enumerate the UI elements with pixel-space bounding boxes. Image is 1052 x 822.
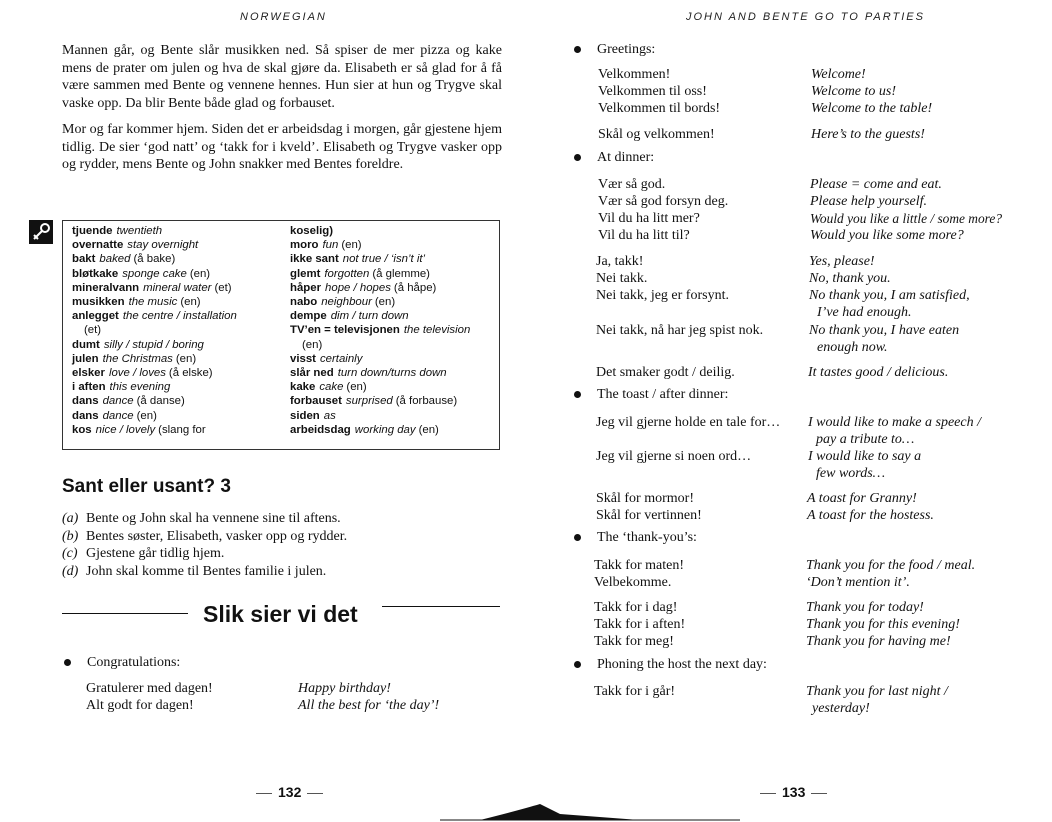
phrase-english: Yes, please! — [809, 254, 875, 269]
phrase-english: All the best for ‘the day’! — [298, 698, 440, 713]
vocab-entry: arbeidsdag working day (en) — [290, 423, 439, 436]
phrase-english: A toast for the hostess. — [807, 508, 934, 523]
vocab-entry: musikken the music (en) — [72, 296, 201, 309]
phrase-norwegian: Takk for i går! — [594, 684, 676, 699]
phrase-norwegian: Takk for meg! — [594, 634, 674, 649]
phrase-norwegian: Velbekomme. — [594, 575, 672, 590]
phrase-norwegian: Takk for i aften! — [594, 617, 686, 632]
phrase-english: No, thank you. — [809, 271, 891, 286]
vocab-entry: TV’en = televisjonen the television — [290, 324, 471, 337]
vocab-entry: tjuende twentieth — [72, 225, 163, 237]
exercise-item: (b) Bentes søster, Elisabeth, vasker opp og rydder. — [62, 528, 348, 544]
bullet-greetings: Greetings: — [574, 42, 655, 58]
phrase-english-continued: I’ve had enough. — [817, 305, 912, 320]
phrase-norwegian: Velkommen! — [598, 67, 671, 82]
phrase-english: Thank you for this evening! — [806, 617, 960, 632]
phrase-english: Please = come and eat. — [810, 177, 942, 192]
phrase-norwegian: Alt godt for dagen! — [86, 698, 194, 713]
vocab-entry: i aften this evening — [72, 381, 171, 394]
section-rule-right — [382, 606, 500, 607]
phrase-english: Here’s to the guests! — [811, 127, 925, 142]
phrase-norwegian: Vil du ha litt mer? — [598, 211, 700, 226]
vocab-entry: nabo neighbour (en) — [290, 296, 396, 309]
phrase-english-continued: few words… — [816, 466, 886, 481]
paragraph-1: Mannen går, og Bente slår musikken ned. Så spiser de mer pizza og kake mens de prater om julen og hva de skal gjøre da. Elisabeth er så glad for å få være sammen med Bente og vennene hennes. Hun sier at hun og Trygve skal vaske opp. Da blir Bente både glad og forbauset. — [62, 43, 502, 111]
phrase-norwegian: Vær så god forsyn deg. — [598, 194, 729, 209]
phrase-english: A toast for Granny! — [807, 491, 917, 506]
vocab-entry: mineralvann mineral water (et) — [72, 281, 232, 294]
phrase-english: Thank you for the food / meal. — [806, 558, 976, 573]
phrase-english: Happy birthday! — [298, 681, 391, 696]
phrase-english: It tastes good / delicious. — [808, 365, 949, 380]
dash — [307, 793, 323, 794]
phrase-english-continued: enough now. — [817, 340, 888, 355]
phrase-norwegian: Ja, takk! — [596, 254, 644, 269]
vocab-column-left — [72, 224, 240, 437]
vocab-entry: kake cake (en) — [290, 381, 367, 394]
phrase-norwegian: Det smaker godt / deilig. — [596, 365, 735, 380]
phrase-norwegian: Takk for maten! — [594, 558, 684, 573]
dash — [256, 793, 272, 794]
phrase-english: Welcome! — [811, 67, 866, 82]
phrase-norwegian: Gratulerer med dagen! — [86, 681, 213, 696]
phrase-english: ‘Don’t mention it’. — [806, 575, 910, 590]
vocab-entry: glemt forgotten (å glemme) — [290, 267, 430, 280]
vocab-entry: anlegget the centre / installation — [72, 310, 237, 323]
vocab-entry: bløtkake sponge cake (en) — [72, 267, 211, 280]
vocab-entry: dans dance (en) — [72, 409, 157, 422]
phrase-norwegian: Vær så god. — [598, 177, 666, 192]
phrase-norwegian: Vil du ha litt til? — [598, 228, 690, 243]
phrase-english: Thank you for last night / — [806, 684, 948, 699]
dash — [811, 793, 827, 794]
phrase-english: Please help yourself. — [810, 194, 928, 209]
phrase-english: Thank you for today! — [806, 600, 924, 615]
bullet-phoning: Phoning the host the next day: — [574, 657, 767, 673]
phrase-english: I would like to make a speech / — [808, 415, 982, 430]
spine-arrow-icon — [440, 800, 740, 822]
bullet-dot — [574, 391, 581, 398]
phrase-english: I would like to say a — [808, 449, 922, 464]
page-number-right: 133 — [754, 784, 833, 800]
phrase-norwegian: Nei takk, jeg er forsynt. — [596, 288, 729, 303]
exercise-title: Sant eller usant? 3 — [62, 476, 231, 497]
exercise-item: (c) Gjestene går tidlig hjem. — [62, 546, 225, 561]
phrase-norwegian: Takk for i dag! — [594, 600, 678, 615]
phrase-norwegian: Nei takk, nå har jeg spist nok. — [596, 323, 764, 338]
vocab-entry: bakt baked (å bake) — [72, 253, 176, 266]
dash — [760, 793, 776, 794]
vocab-entry: overnatte stay overnight — [72, 239, 199, 252]
running-head-left: NORWEGIAN — [240, 11, 327, 23]
phrase-norwegian: Skål og velkommen! — [598, 127, 715, 142]
vocab-entry: dempe dim / turn down — [290, 310, 409, 323]
phrase-english: Welcome to the table! — [811, 101, 933, 116]
vocab-entry: ikke sant not true / ‘isn’t it’ — [290, 253, 426, 266]
exercise-item: (d) John skal komme til Bentes familie i julen. — [62, 563, 327, 579]
bullet-congratulations: Congratulations: — [64, 655, 180, 671]
phrase-english: Thank you for having me! — [806, 634, 951, 649]
paragraph-2: Mor og far kommer hjem. Siden det er arbeidsdag i morgen, går gjestene hjem tidlig. De sier ‘god natt’ og ‘takk for i kveld’. Elisabeth og Trygve vasker opp og rydder, mens Bente og John snakker med Bentes foreldre. — [62, 122, 502, 172]
bullet-dot — [574, 154, 581, 161]
running-head-right: JOHN AND BENTE GO TO PARTIES — [686, 11, 925, 23]
exercise-list — [62, 510, 347, 580]
bullet-toast: The toast / after dinner: — [574, 387, 728, 403]
vocab-entry: siden as — [290, 409, 336, 422]
vocab-entry: visst certainly — [290, 352, 363, 365]
bullet-dinner: At dinner: — [574, 150, 654, 166]
vocab-entry-continued: (en) — [302, 338, 323, 351]
vocab-entry: forbauset surprised (å forbause) — [290, 395, 458, 408]
phrase-norwegian: Nei takk. — [596, 271, 648, 286]
phrase-norwegian: Jeg vil gjerne holde en tale for… — [596, 415, 781, 430]
bullet-dot — [574, 46, 581, 53]
vocab-entry: håper hope / hopes (å håpe) — [290, 281, 437, 294]
phrase-norwegian: Velkommen til bords! — [598, 101, 721, 116]
vocab-entry: slår ned turn down/turns down — [290, 367, 447, 380]
vocab-entry: elsker love / loves (å elske) — [72, 367, 213, 380]
vocab-entry: dumt silly / stupid / boring — [72, 338, 204, 351]
phrase-norwegian: Skål for mormor! — [596, 491, 694, 506]
vocab-entry: julen the Christmas (en) — [72, 352, 197, 365]
phrase-english: No thank you, I have eaten — [809, 323, 960, 338]
vocab-column-right — [290, 224, 473, 437]
phrase-english-continued: yesterday! — [812, 701, 870, 716]
section-rule-left — [62, 613, 188, 614]
phrase-norwegian: Skål for vertinnen! — [596, 508, 702, 523]
key-icon — [29, 220, 53, 244]
vocab-entry: kos nice / lovely (slang for — [72, 423, 206, 436]
phrase-english: Would you like a little / some more? — [810, 211, 1003, 226]
phrase-norwegian: Velkommen til oss! — [598, 84, 707, 99]
vocab-entry: dans dance (å danse) — [72, 395, 185, 408]
phrase-english: Welcome to us! — [811, 84, 897, 99]
phrase-norwegian: Jeg vil gjerne si noen ord… — [596, 449, 752, 464]
page-number-left: 132 — [250, 784, 329, 800]
bullet-dot — [574, 661, 581, 668]
vocab-entry-continued: (et) — [84, 324, 102, 337]
vocab-entry: koselig) — [290, 225, 334, 237]
vocabulary-box — [62, 220, 500, 450]
bullet-thanks: The ‘thank-you’s: — [574, 530, 697, 546]
bullet-dot — [64, 659, 71, 666]
phrase-english: No thank you, I am satisfied, — [809, 288, 970, 303]
phrase-english-continued: pay a tribute to… — [816, 432, 915, 447]
vocab-entry: moro fun (en) — [290, 239, 362, 252]
exercise-item: (a) Bente og John skal ha vennene sine til aftens. — [62, 511, 341, 526]
section-title: Slik sier vi det — [203, 601, 358, 627]
phrase-english: Would you like some more? — [810, 228, 964, 243]
bullet-dot — [574, 534, 581, 541]
